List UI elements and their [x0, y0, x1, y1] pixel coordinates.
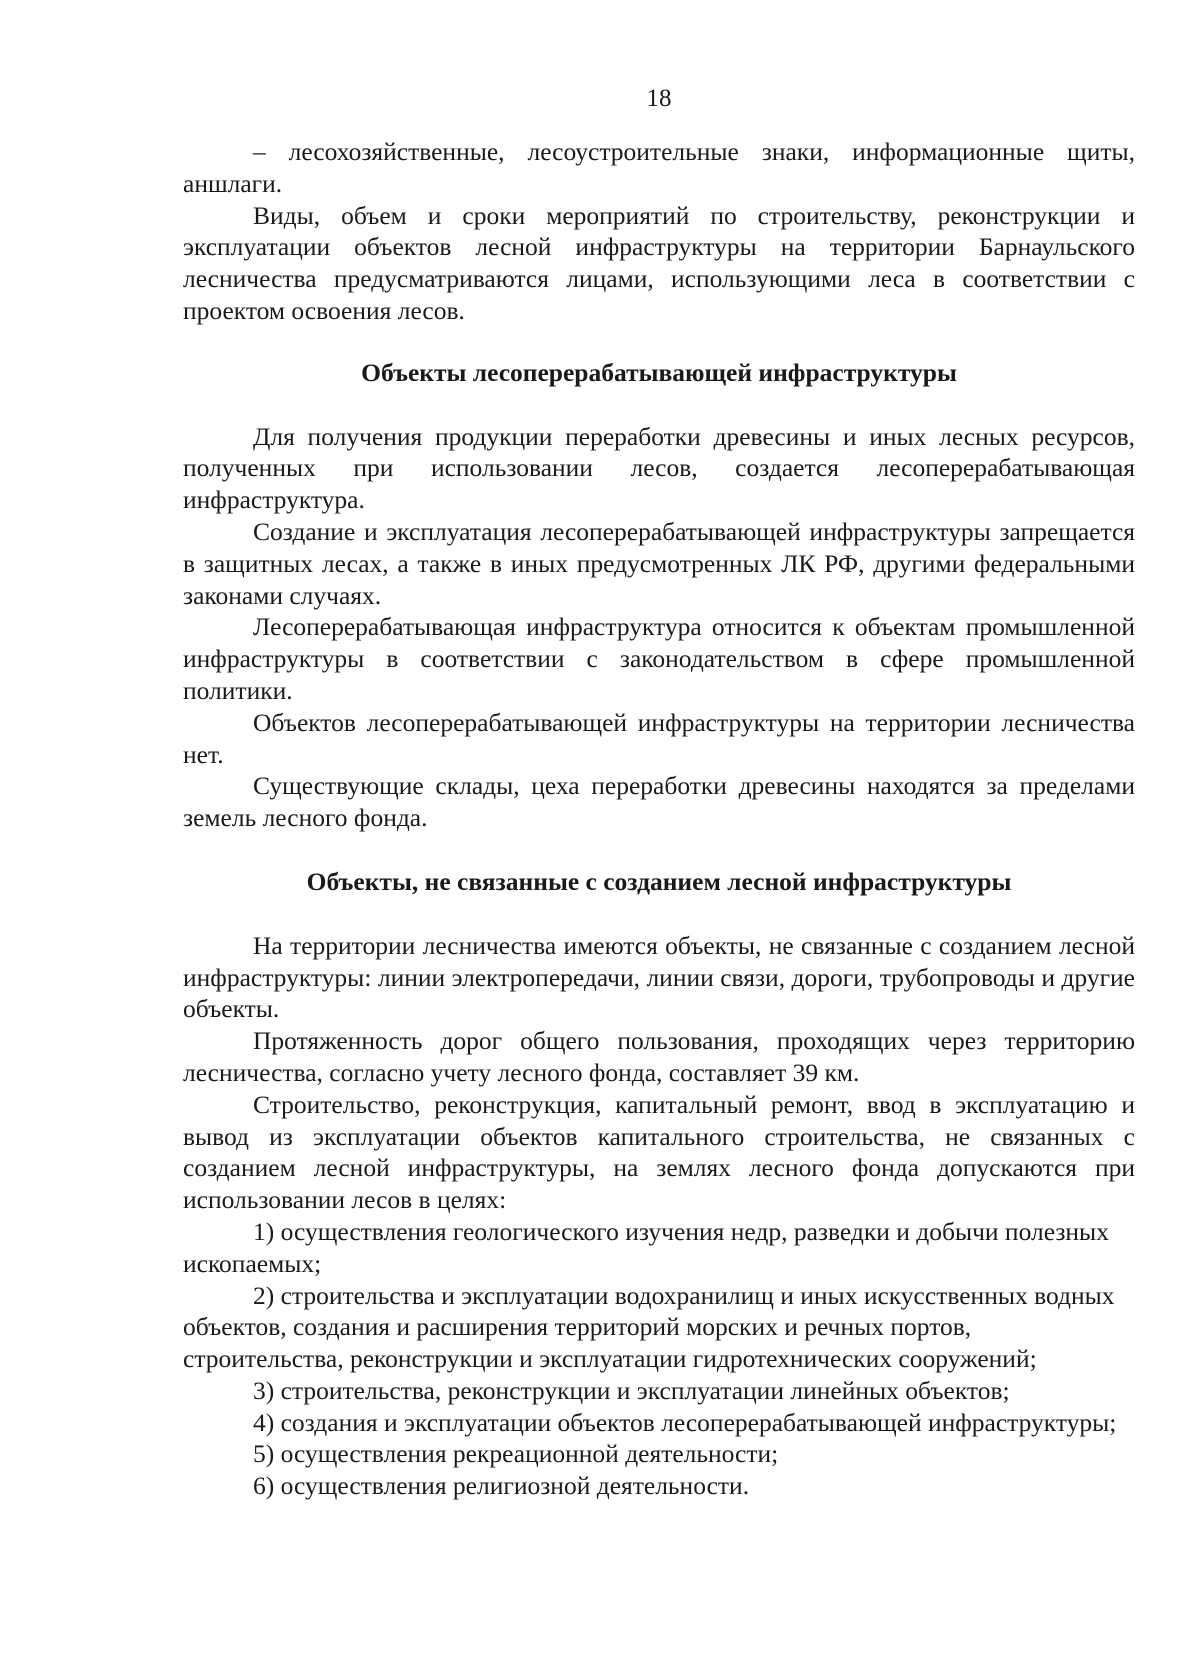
- paragraph-construction-purposes: Строительство, реконструкция, капитальный ремонт, ввод в эксплуатацию и вывод из эксплуатации объектов капитального строительства, не связанных с созданием лесной инфраструктуры, на землях лесного фонда допускаются при использовании лесов в целях:: [183, 1089, 1135, 1215]
- section-heading-processing-infrastructure: Объекты лесоперерабатывающей инфраструктуры: [361, 357, 957, 387]
- section-heading-unrelated-objects: Объекты, не связанные с созданием лесной инфраструктуры: [306, 866, 1012, 896]
- purposes-list: [183, 1216, 1135, 1502]
- paragraph-processing-outside: Существующие склады, цеха переработки древесины находятся за пределами земель лесного фонда.: [183, 771, 1135, 833]
- paragraph-processing-industrial: Лесоперерабатывающая инфраструктура относится к объектам промышленной инфраструктуры в соответствии с законодательством в сфере промышленной политики.: [183, 612, 1135, 705]
- page-number: 18: [646, 85, 672, 112]
- paragraph-processing-absent: Объектов лесоперерабатывающей инфраструктуры на территории лесничества нет.: [183, 707, 1135, 769]
- paragraph-infrastructure-signs: – лесохозяйственные, лесоустроительные знаки, информационные щиты, аншлаги.: [183, 137, 1135, 198]
- list-item: 4) создания и эксплуатации объектов лесоперерабатывающей инфраструктуры;: [253, 1407, 1117, 1437]
- paragraph-processing-purpose: Для получения продукции переработки древесины и иных лесных ресурсов, полученных при использовании лесов, создается лесоперерабатывающая инфраструктура.: [183, 421, 1135, 515]
- paragraph-roads-length: Протяженность дорог общего пользования, проходящих через территорию лесничества, согласно учету лесного фонда, составляет 39 км.: [183, 1026, 1135, 1087]
- paragraph-forest-infrastructure-measures: Виды, объем и сроки мероприятий по строительству, реконструкции и эксплуатации объектов лесной инфраструктуры на территории Барнаульского лесничества предусматриваются лицами, использующими леса в соответствии с проектом освоения лесов.: [183, 200, 1135, 325]
- list-item: 2) строительства и эксплуатации водохранилищ и иных искусственных водных объектов, создания и расширения территорий морских и речных портов, строительства, реконструкции и эксплуатации гидротехнических сооружений;: [183, 1280, 1115, 1374]
- paragraph-processing-prohibition: Создание и эксплуатация лесоперерабатывающей инфраструктуры запрещается в защитных лесах, а также в иных предусмотренных ЛК РФ, другими федеральными законами случаях.: [183, 516, 1135, 610]
- list-item: 6) осуществления религиозной деятельности.: [253, 1471, 750, 1501]
- list-item: 3) строительства, реконструкции и эксплуатации линейных объектов;: [253, 1375, 1010, 1405]
- document-body: [183, 136, 1135, 1502]
- list-item: 5) осуществления рекреационной деятельности;: [253, 1439, 779, 1469]
- list-item: 1) осуществления геологического изучения недр, разведки и добычи полезных ископаемых;: [183, 1216, 1109, 1278]
- paragraph-unrelated-objects: На территории лесничества имеются объекты, не связанные с созданием лесной инфраструктуры: линии электропередачи, линии связи, дороги, трубопроводы и другие объекты.: [183, 930, 1135, 1024]
